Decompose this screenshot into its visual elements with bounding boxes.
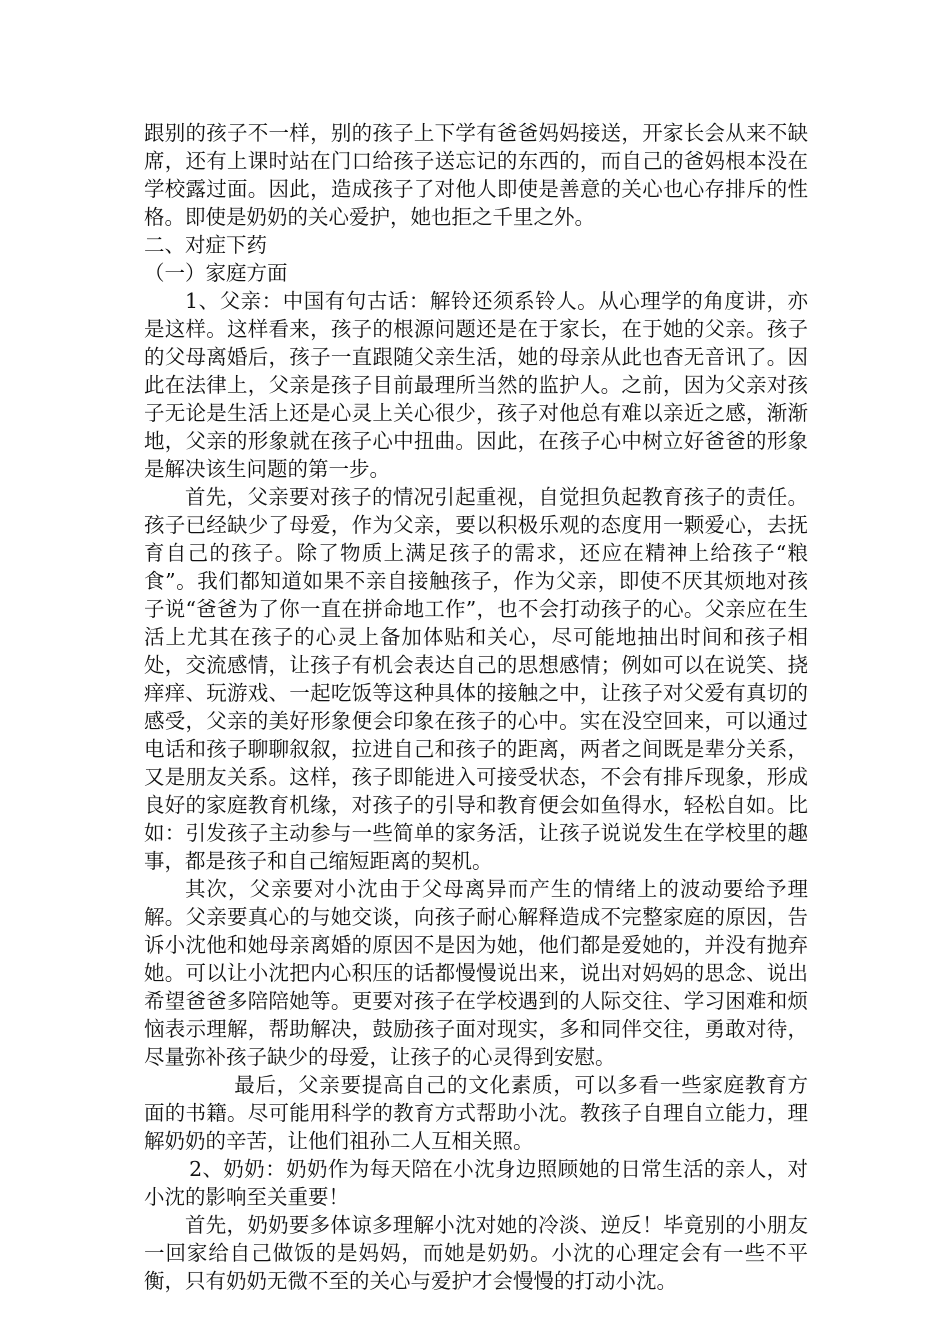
paragraph-father: 1、父亲：中国有句古话：解铃还须系铃人。从心理学的角度讲，亦是这样。这样看来，孩子的根源问题还是在于家长，在于她的父亲。孩子的父母离婚后，孩子一直跟随父亲生活，她的母亲从此也杳无音讯了。因此在法律上，父亲是孩子目前最理所当然的监护人。之前，因为父亲对孩子无论是生活上还是心灵上关心很少，孩子对他总有难以亲近之感，渐渐地，父亲的形象就在孩子心中扭曲。因此，在孩子心中树立好爸爸的形象是解决该生问题的第一步。 <box>144 289 808 481</box>
subsection-heading: （一）家庭方面 <box>144 261 288 285</box>
paragraph-grandma: 2、奶奶：奶奶作为每天陪在小沈身边照顾她的日常生活的亲人，对小沈的影响至关重要！ <box>144 1157 808 1209</box>
paragraph-grandma-first: 首先，奶奶要多体谅多理解小沈对她的冷淡、逆反！毕竟别的小朋友一回家给自己做饭的是妈妈，而她是奶奶。小沈的心理定会有一些不平衡，只有奶奶无微不至的关心与爱护才会慢慢的打动小沈。 <box>144 1213 808 1293</box>
paragraph-father-first: 首先，父亲要对孩子的情况引起重视，自觉担负起教育孩子的责任。孩子已经缺少了母爱，作为父亲，要以积极乐观的态度用一颗爱心，去抚育自己的孩子。除了物质上满足孩子的需求，还应在精神上给孩子“粮食”。我们都知道如果不亲自接触孩子，作为父亲，即使不厌其烦地对孩子说“爸爸为了你一直在拼命地工作”，也不会打动孩子的心。父亲应在生活上尤其在孩子的心灵上备加体贴和关心，尽可能地抽出时间和孩子相处，交流感情，让孩子有机会表达自己的思想感情；例如可以在说笑、挠痒痒、玩游戏、一起吃饭等这种具体的接触之中，让孩子对父爱有真切的感受，父亲的美好形象便会印象在孩子的心中。实在没空回来，可以通过电话和孩子聊聊叙叙，拉进自己和孩子的距离，两者之间既是辈分关系，又是朋友关系。这样，孩子即能进入可接受状态，不会有排斥现象，形成良好的家庭教育机缘，对孩子的引导和教育便会如鱼得水，轻松自如。比如：引发孩子主动参与一些简单的家务活，让孩子说说发生在学校里的趣事，都是孩子和自己缩短距离的契机。 <box>144 485 808 873</box>
section-heading: 二、对症下药 <box>144 233 267 257</box>
paragraph-father-last: 最后，父亲要提高自己的文化素质，可以多看一些家庭教育方面的书籍。尽可能用科学的教育方式帮助小沈。教孩子自理自立能力，理解奶奶的辛苦，让他们祖孙二人互相关照。 <box>144 1073 808 1153</box>
paragraph-intro: 跟别的孩子不一样，别的孩子上下学有爸爸妈妈接送，开家长会从来不缺席，还有上课时站在门口给孩子送忘记的东西的，而自己的爸妈根本没在学校露过面。因此，造成孩子了对他人即使是善意的关心也心存排斥的性格。即使是奶奶的关心爱护，她也拒之千里之外。 <box>144 121 808 229</box>
paragraph-father-second: 其次，父亲要对小沈由于父母离异而产生的情绪上的波动要给予理解。父亲要真心的与她交谈，向孩子耐心解释造成不完整家庭的原因，告诉小沈他和她母亲离婚的原因不是因为她，他们都是爱她的，并没有抛弃她。可以让小沈把内心积压的话都慢慢说出来，说出对妈妈的思念、说出希望爸爸多陪陪她等。更要对孩子在学校遇到的人际交往、学习困难和烦恼表示理解，帮助解决，鼓励孩子面对现实，多和同伴交往，勇敢对待，尽量弥补孩子缺少的母爱，让孩子的心灵得到安慰。 <box>144 877 808 1069</box>
document-body <box>144 119 808 1295</box>
